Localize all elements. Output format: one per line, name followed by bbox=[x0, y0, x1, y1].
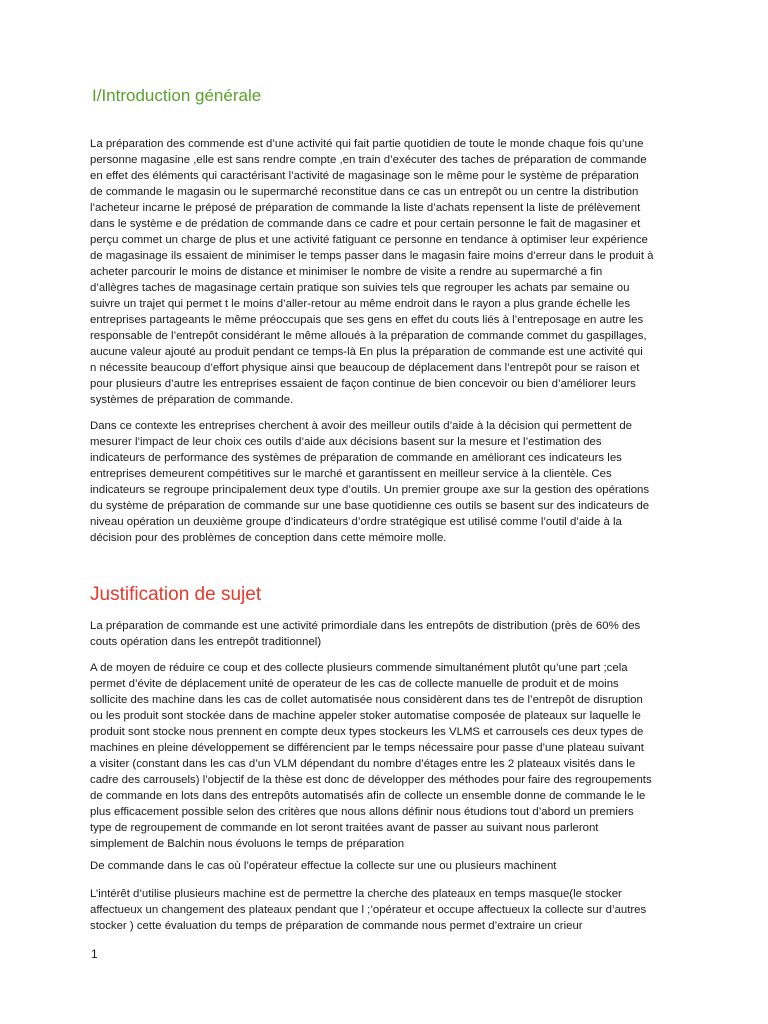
paragraph-line: ou les produit sont stockée dans de machine appeler stoker automatise composée de plateaux sur laquelle le bbox=[90, 710, 641, 722]
paragraph-line: L’intérêt d’utilise plusieurs machine est de permettre la cherche des plateaux en temps masque(le stocker bbox=[90, 888, 622, 900]
heading-justification: Justification de sujet bbox=[90, 584, 262, 605]
paragraph-line: du système de préparation de commande sur une base quotidienne ces outils se basent sur des indicateurs de bbox=[90, 500, 650, 512]
paragraph-line: a visiter (constant dans les cas d’un VLM dépendant du nombre d’étages entre les 2 plateaux visités dans le bbox=[90, 758, 636, 770]
paragraph-justification-2 bbox=[90, 660, 690, 852]
paragraph-line: systèmes de préparation de commande. bbox=[90, 394, 294, 406]
paragraph-line: perçu commet un charge de plus et une activité fatiguant ce personne en tendance à optimiser leur expérience bbox=[90, 234, 648, 246]
paragraph-line: A de moyen de réduire ce coup et des collecte plusieurs commende simultanément plutôt qu’une part ;cela bbox=[90, 662, 628, 674]
paragraph-line: produit sont stocke nous prennent en compte deux types stockeurs les VLMS et carrousels ces deux types de bbox=[90, 726, 644, 738]
paragraph-line: personne magasine ,elle est sans rendre compte ,en train d’exécuter des taches de préparation de commande bbox=[90, 154, 647, 166]
paragraph-line: Dans ce contexte les entreprises cherchent à avoir des meilleur outils d’aide à la décision qui permettent de bbox=[90, 420, 632, 432]
paragraph-line: responsable de l’entrepôt considérant le même alloués à la préparation de commande commet du gaspillages, bbox=[90, 330, 647, 342]
paragraph-line: en effet des éléments qui caractérisant l’activité de magasinage son le même pour le système de préparation bbox=[90, 170, 639, 182]
heading-introduction: I/Introduction générale bbox=[92, 86, 262, 105]
paragraph-line: dans le système e de prédation de commande dans ce cadre et pour certain personne le fait de magasiner et bbox=[90, 218, 641, 230]
page-number: 1 bbox=[91, 947, 98, 961]
paragraph-justification-3 bbox=[90, 858, 690, 874]
paragraph-justification-4 bbox=[90, 886, 690, 934]
paragraph-line: aucune valeur ajouté au produit pendant ce temps-là En plus la préparation de commande est une activité qui bbox=[90, 346, 643, 358]
paragraph-line: acheter parcourir le moins de distance et minimiser le nombre de visite a rendre au supermarché a fin bbox=[90, 266, 603, 278]
paragraph-line: permet d’évite de déplacement unité de operateur de les cas de collecte manuelle de produit et de moins bbox=[90, 678, 619, 690]
paragraph-line: l’acheteur incarne le préposé de préparation de commande la liste d’achats repensent la liste de prélèvement bbox=[90, 202, 641, 214]
paragraph-line: indicateurs se regroupe principalement deux type d’outils. Un premier groupe axe sur la gestion des opérations bbox=[90, 484, 650, 496]
paragraph-line: sollicite des machine dans les cas de collet automatisée nous considèrent dans tes de l’entrepôt de disruption bbox=[90, 694, 643, 706]
paragraph-justification-1 bbox=[90, 618, 690, 650]
paragraph-line: d’allègres taches de magasinage certain pratique son suivies tels que regrouper les achats par semaine ou bbox=[90, 282, 630, 294]
paragraph-line: stocker ) cette évaluation du temps de préparation de commande nous permet d’extraire un crieur bbox=[90, 920, 583, 932]
paragraph-introduction-2 bbox=[90, 418, 690, 546]
paragraph-line: plus efficacement possible selon des critères que nous allons définir nous étudions tout d’abord un premiers bbox=[90, 806, 634, 818]
paragraph-line: indicateurs de performance des systèmes de préparation de commande en améliorant ces indicateurs les bbox=[90, 452, 622, 464]
paragraph-line: entreprises partageants le même préoccupais que ses gens en effet du couts liés à l’entreposage en autre les bbox=[90, 314, 644, 326]
paragraph-line: entreprises demeurent compétitives sur le marché et garantissent en meilleur service à la clientèle. Ces bbox=[90, 468, 612, 480]
paragraph-line: La préparation des commende est d’une activité qui fait partie quotidien de toute le monde chaque fois qu’une bbox=[90, 138, 644, 150]
paragraph-line: n nécessite beaucoup d’effort physique ainsi que beaucoup de déplacement dans l’entrepôt pour se raison et bbox=[90, 362, 640, 374]
paragraph-line: de commande le magasin ou le supermarché reconstitue dans ce cas un entrepôt ou un centre la distribution bbox=[90, 186, 639, 198]
paragraph-line: de commande en lots dans des entrepôts automatisés afin de collecte un ensemble donne de commande le le bbox=[90, 790, 646, 802]
paragraph-line: niveau opération un deuxième groupe d’indicateurs d’ordre stratégique est utilisé comme l’outil d’aide à la bbox=[90, 516, 622, 528]
paragraph-line: pour plusieurs d’autre les entreprises essaient de façon continue de bien concevoir ou bien d’améliorer leurs bbox=[90, 378, 636, 390]
paragraph-line: De commande dans le cas où l’opérateur effectue la collecte sur une ou plusieurs machinent bbox=[90, 860, 557, 872]
paragraph-line: mesurer l’impact de leur choix ces outils d’aide aux décisions basent sur la mesure et l’estimation des bbox=[90, 436, 602, 448]
paragraph-line: cadre des carrousels) l’objectif de la thèse est donc de développer des méthodes pour faire des regroupements bbox=[90, 774, 652, 786]
paragraph-line: suivre un trajet qui permet t le moins d’aller-retour au même endroit dans le rayon a plus grande échelle les bbox=[90, 298, 631, 310]
paragraph-introduction-1 bbox=[90, 136, 690, 408]
paragraph-line: type de regroupement de commande en lot seront traitées avant de passer au suivant nous parleront bbox=[90, 822, 599, 834]
paragraph-line: affectueux un changement des plateaux pendant que l ;’opérateur et occupe affectueux la collecte sur d’autres bbox=[90, 904, 647, 916]
paragraph-line: simplement de Balchin nous évoluons le temps de préparation bbox=[90, 838, 405, 850]
paragraph-line: couts opération dans les entrepôt traditionnel) bbox=[90, 636, 322, 648]
paragraph-line: de magasinage ils essaient de minimiser le temps passer dans le magasin faire moins d’erreur dans le produit à bbox=[90, 250, 654, 262]
paragraph-line: La préparation de commande est une activité primordiale dans les entrepôts de distribution (près de 60% des bbox=[90, 620, 641, 632]
paragraph-line: décision pour des problèmes de conception dans cette mémoire molle. bbox=[90, 532, 447, 544]
paragraph-line: machines en pleine développement se différencient par le temps nécessaire pour passe d’une plateau suivant bbox=[90, 742, 644, 754]
